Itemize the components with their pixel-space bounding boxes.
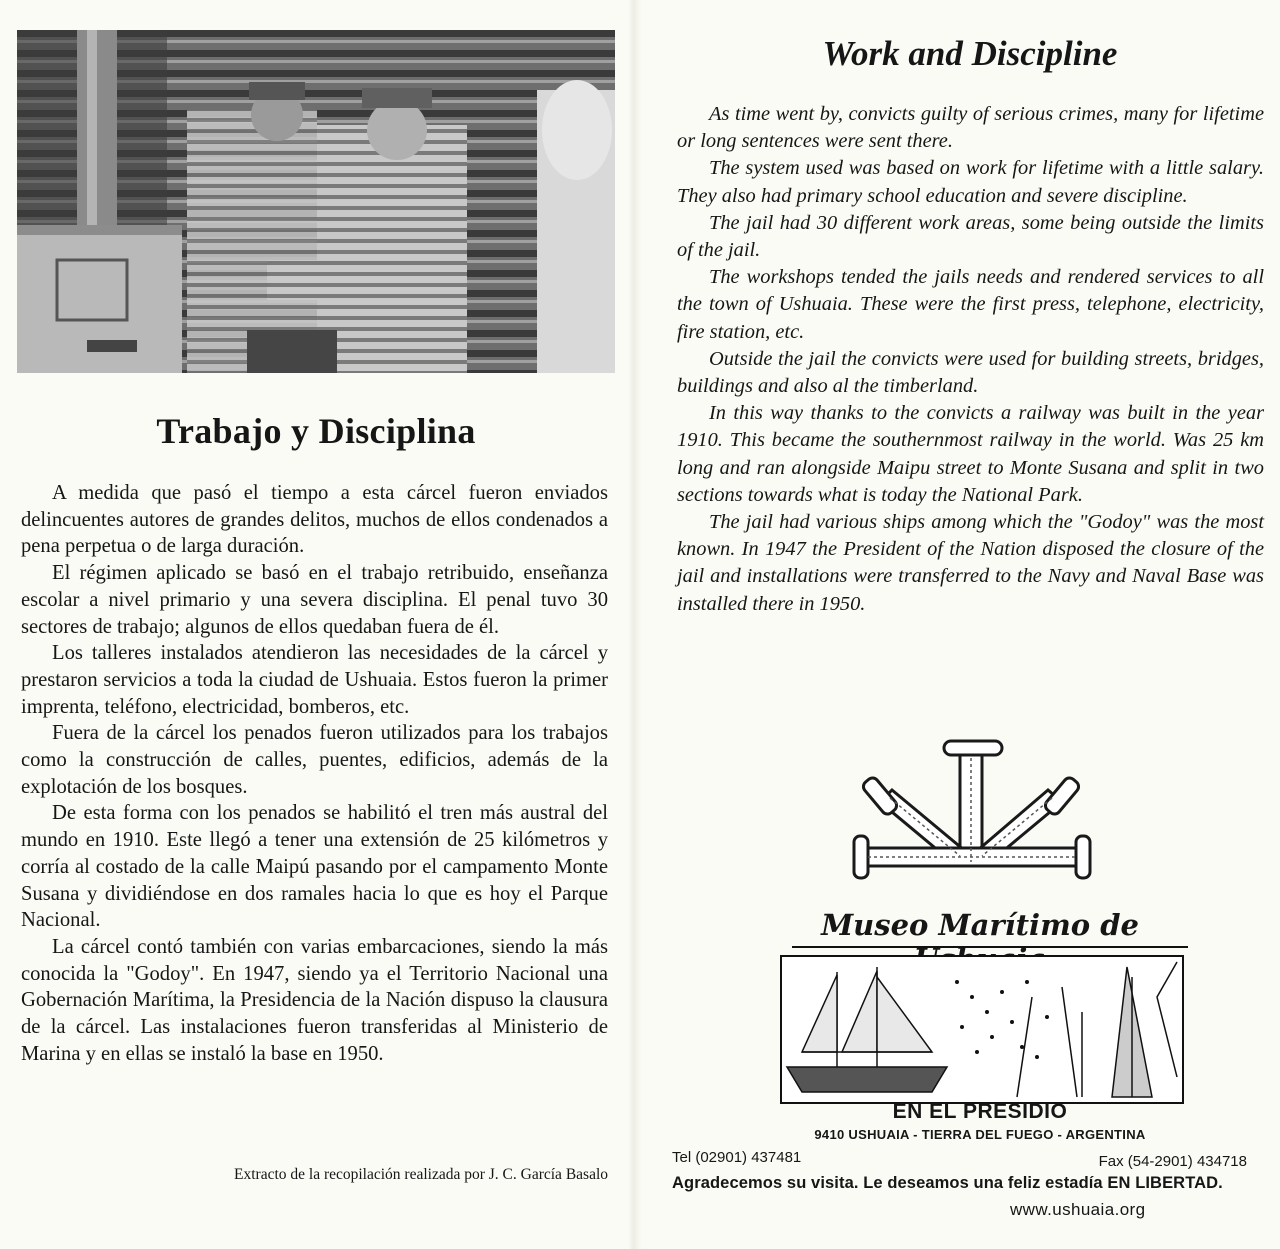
fax: Fax (54-2901) 434718: [1098, 1153, 1247, 1170]
thanks-message: Agradecemos su visita. Le deseamos una feliz estadía EN LIBERTAD.: [672, 1174, 1223, 1192]
convicts-photo: [17, 30, 615, 373]
museum-address: 9410 USHUAIA - TIERRA DEL FUEGO - ARGENTINA: [814, 1127, 1146, 1142]
website-link[interactable]: www.ushuaia.org: [1010, 1200, 1146, 1219]
english-paragraph: Outside the jail the convicts were used for building streets, bridges, buildings and also al the timberland.: [677, 347, 1264, 398]
museum-location: EN EL PRESIDIO: [892, 1100, 1068, 1123]
page-fold: [628, 0, 642, 1249]
english-paragraph: In this way thanks to the convicts a railway was built in the year 1910. This became the southernmost railway in the world. Was 25 km long and ran alongside Maipu street to Monte Susana and split in two sections towards what is today the National Park.: [677, 402, 1264, 506]
english-paragraph: As time went by, convicts guilty of serious crimes, many for lifetime or long sentences were sent there.: [677, 103, 1264, 153]
spanish-paragraph: La cárcel contó también con varias embarcaciones, siendo la más conocida la "Godoy". En 1947, siendo ya el Territorio Nacional una Gobernación Marítima, la Presidencia de la Nación dispuso la clausura de la cárcel. Las instalaciones fueron transferidas al Ministerio de Marina y en ellas se instaló la base en 1950.: [21, 935, 608, 1065]
spanish-title: Trabajo y Disciplina: [156, 411, 476, 451]
museum-name: Museo Marítimo de: [821, 908, 1139, 942]
spanish-paragraph: De esta forma con los penados se habilitó el tren más austral del mundo en 1910. Este llegó a tener una extensión de 25 kilómetros y corría al costado de la calle Maipú pasando por el campamento Monte Susana y dividiéndose en dos ramales hacia lo que es hoy el Parque Nacional.: [21, 802, 608, 932]
anchor-emblem-icon: [852, 738, 1092, 888]
spanish-paragraph: El régimen aplicado se basó en el trabajo retribuido, enseñanza escolar a nivel primario y una severa disciplina. El penal tuvo 30 sectores de trabajo; algunos de ellos quedaban fuera de él.: [21, 562, 608, 638]
english-paragraph: The jail had 30 different work areas, some being outside the limits of the jail.: [677, 211, 1264, 262]
english-title: Work and Discipline: [822, 34, 1118, 73]
spanish-paragraph: A medida que pasó el tiempo a esta cárcel fueron enviados delincuentes autores de grandes delitos, muchos de ellos condenados a pena perpetua o de larga duración.: [21, 482, 608, 558]
english-paragraph: The system used was based on work for lifetime with a little salary. They also had primary school education and severe discipline.: [677, 157, 1264, 207]
ship-woodcut: [780, 955, 1184, 1104]
english-paragraph: The jail had various ships among which the "Godoy" was the most known. In 1947 the President of the Nation disposed the closure of the jail and installations were transferred to the Navy and Naval Base was installed there in 1950.: [677, 511, 1264, 615]
spanish-paragraph: Los talleres instalados atendieron las necesidades de la cárcel y prestaron servicios a toda la ciudad de Ushuaia. Estos fueron la primer imprenta, teléfono, electricidad, bomberos, etc.: [21, 642, 608, 718]
source-credit: Extracto de la recopilación realizada por J. C. García Basalo: [234, 1166, 608, 1183]
english-paragraph: The workshops tended the jails needs and rendered services to all the town of Ushuaia. These were the first press, telephone, electricity, fire station, etc.: [677, 266, 1264, 343]
museum-name-underline: [792, 946, 1188, 948]
english-body: [677, 101, 1264, 618]
spanish-body: [21, 480, 608, 1067]
telephone: Tel (02901) 437481: [672, 1149, 802, 1166]
spanish-paragraph: Fuera de la cárcel los penados fueron utilizados para los trabajos como la construcción de calles, puentes, edificios, además de la explotación de los bosques.: [21, 722, 608, 798]
